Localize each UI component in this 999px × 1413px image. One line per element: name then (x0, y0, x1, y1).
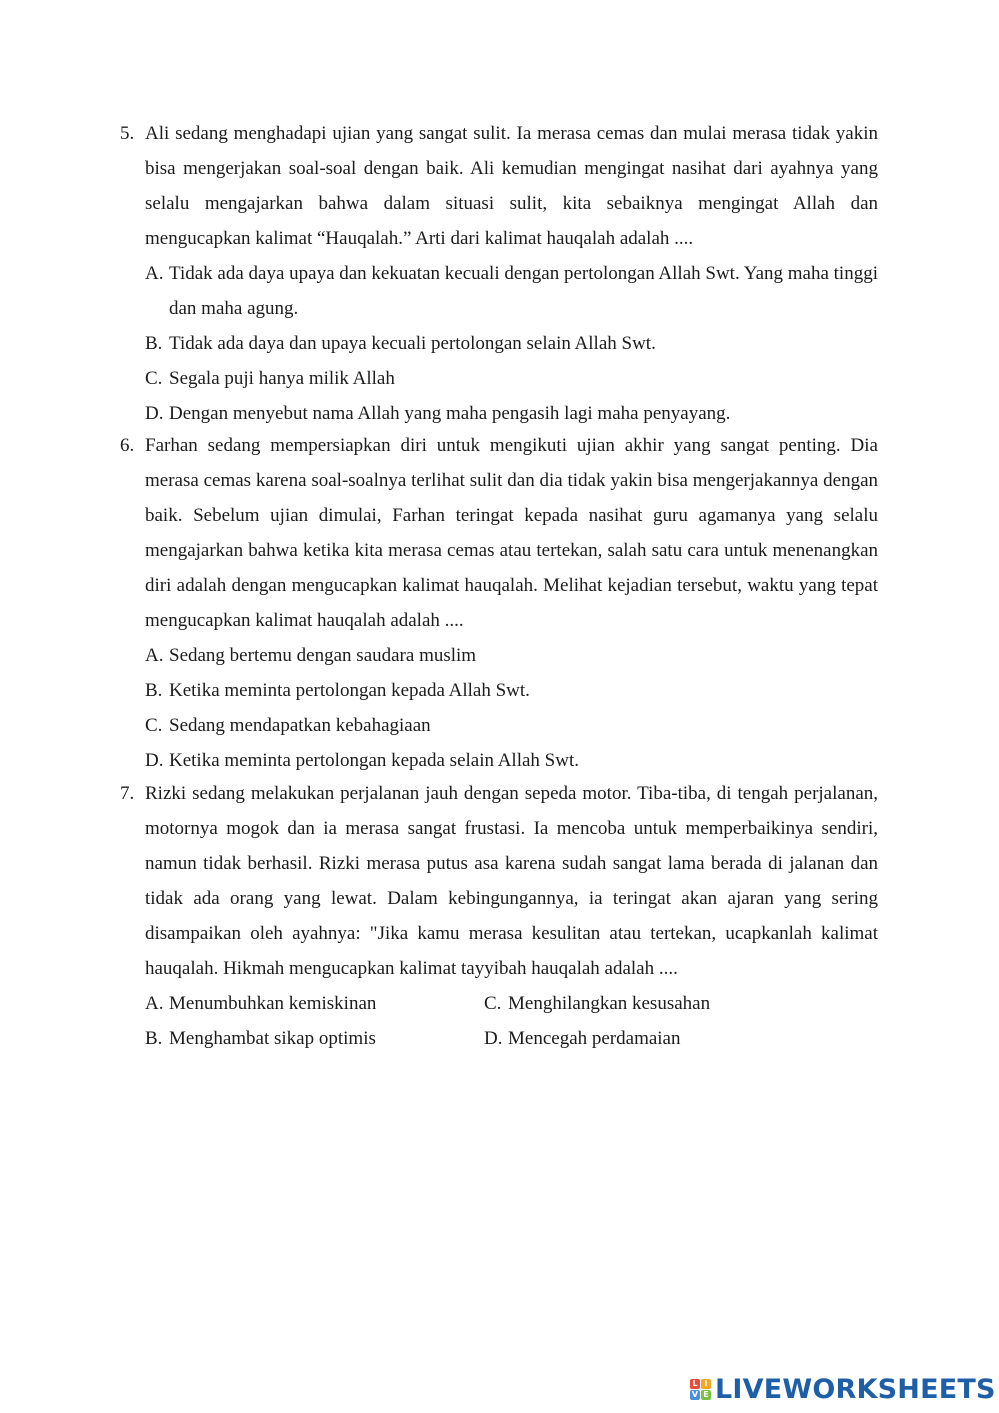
question-number: 5. (120, 123, 135, 144)
option-text: Sedang mendapatkan kebahagiaan (169, 715, 431, 736)
option-b[interactable] (145, 1021, 484, 1056)
option-letter: B. (145, 1028, 163, 1049)
option-text: Menghilangkan kesusahan (508, 993, 711, 1014)
question-text: Ali sedang menghadapi ujian yang sangat sulit. Ia merasa cemas dan mulai merasa tidak yakin bisa mengerjakan soal-soal dengan baik. Ali kemudian mengingat nasihat dari ayahnya yang selalu mengajarkan bahwa dalam situasi sulit, kita sebaiknya mengingat Allah dan mengucapkan kalimat “Hauqalah.” Arti dari kalimat hauqalah adalah .... (145, 123, 878, 249)
liveworksheets-logo-icon (690, 1379, 711, 1400)
question-number: 7. (120, 783, 135, 804)
question-text: Rizki sedang melakukan perjalanan jauh dengan sepeda motor. Tiba-tiba, di tengah perjalanan, motornya mogok dan ia merasa sangat frustasi. Ia mencoba untuk memperbaikinya sendiri, namun tidak berhasil. Rizki merasa putus asa karena sudah sangat lama berada di jalanan dan tidak ada orang yang lewat. Dalam kebingungannya, ia teringat akan ajaran yang sering disampaikan oleh ayahnya: "Jika kamu merasa kesulitan atau tertekan, ucapkanlah kalimat hauqalah. Hikmah mengucapkan kalimat tayyibah hauqalah adalah .... (145, 783, 878, 979)
question-5 (120, 116, 878, 431)
option-letter: D. (484, 1028, 503, 1049)
option-text: Tidak ada daya dan upaya kecuali pertolongan selain Allah Swt. (169, 333, 656, 354)
option-d[interactable] (145, 396, 878, 431)
question-number: 6. (120, 435, 135, 456)
option-text: Menumbuhkan kemiskinan (169, 993, 377, 1014)
logo-mark-e: E (701, 1390, 711, 1400)
question-6 (120, 428, 878, 778)
option-letter: A. (145, 645, 164, 666)
option-c[interactable] (484, 986, 784, 1021)
option-text: Ketika meminta pertolongan kepada selain Allah Swt. (169, 750, 579, 771)
liveworksheets-logo (690, 1372, 996, 1406)
option-letter: A. (145, 993, 164, 1014)
option-text: Segala puji hanya milik Allah (169, 368, 395, 389)
option-a[interactable] (145, 638, 878, 673)
option-c[interactable] (145, 361, 878, 396)
option-a[interactable] (145, 986, 484, 1021)
option-d[interactable] (145, 743, 878, 778)
option-letter: C. (145, 715, 163, 736)
option-text: Menghambat sikap optimis (169, 1028, 376, 1049)
option-letter: D. (145, 750, 164, 771)
question-text: Farhan sedang mempersiapkan diri untuk mengikuti ujian akhir yang sangat penting. Dia merasa cemas karena soal-soalnya terlihat sulit dan dia tidak yakin bisa mengerjakannya dengan baik. Sebelum ujian dimulai, Farhan teringat kepada nasihat guru agamanya yang selalu mengajarkan bahwa ketika kita merasa cemas atau tertekan, salah satu cara untuk menenangkan diri adalah dengan mengucapkan kalimat hauqalah. Melihat kejadian tersebut, waktu yang tepat mengucapkan kalimat hauqalah adalah .... (145, 435, 878, 631)
option-letter: B. (145, 680, 163, 701)
logo-mark-v: V (691, 1389, 699, 1399)
option-letter: A. (145, 263, 164, 284)
option-b[interactable] (145, 673, 878, 708)
option-c[interactable] (145, 708, 878, 743)
option-text: Tidak ada daya upaya dan kekuatan kecuali dengan pertolongan Allah Swt. Yang maha tinggi dan maha agung. (169, 263, 878, 319)
option-letter: C. (484, 993, 502, 1014)
question-7 (120, 776, 878, 1056)
logo-mark-i: I (701, 1379, 711, 1389)
logo-mark-l: L (690, 1379, 700, 1389)
option-letter: C. (145, 368, 163, 389)
option-b[interactable] (145, 326, 878, 361)
option-text: Ketika meminta pertolongan kepada Allah Swt. (169, 680, 530, 701)
option-text: Sedang bertemu dengan saudara muslim (169, 645, 477, 666)
options-grid (145, 986, 878, 1056)
option-text: Mencegah perdamaian (508, 1028, 681, 1049)
option-a[interactable] (145, 256, 878, 326)
option-letter: B. (145, 333, 163, 354)
option-letter: D. (145, 403, 164, 424)
option-text: Dengan menyebut nama Allah yang maha pengasih lagi maha penyayang. (169, 403, 731, 424)
logo-text: LIVEWORKSHEETS (715, 1373, 996, 1405)
option-d[interactable] (484, 1021, 784, 1056)
